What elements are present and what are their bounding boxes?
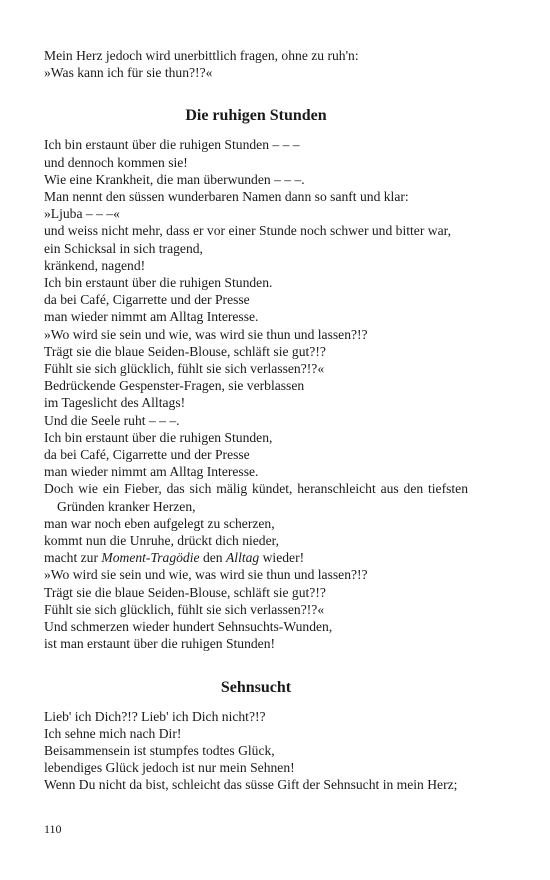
verse-line — [44, 257, 468, 274]
verse-text: den — [199, 550, 226, 566]
verse-text: im Tageslicht des Alltags! — [44, 395, 186, 411]
verse-text: kränkend, nagend! — [44, 257, 146, 273]
verse-line — [44, 240, 468, 257]
verse-line — [44, 742, 468, 759]
verse-line — [44, 154, 468, 171]
verse-text: und weiss nicht mehr, dass er vor einer Stunde noch schwer und bitter war, — [44, 223, 451, 239]
verse-text: da bei Café, Cigarrette und der Presse — [44, 292, 250, 308]
verse-line — [44, 566, 468, 583]
verse-line — [44, 308, 468, 325]
verse-text: Wenn Du nicht da bist, schleicht das süsse Gift der Sehnsucht in mein Herz; — [44, 777, 458, 793]
verse-line — [44, 463, 468, 480]
verse-text: Ich sehne mich nach Dir! — [44, 725, 182, 741]
page-body — [44, 47, 468, 794]
verse-text: »Ljuba – – –« — [44, 206, 120, 222]
verse-line — [44, 274, 468, 291]
verse-line — [44, 776, 468, 793]
verse-text: »Wo wird sie sein und wie, was wird sie thun und lassen?!? — [44, 326, 368, 342]
verse-line — [44, 188, 468, 205]
verse-text: Trägt sie die blaue Seiden-Blouse, schläft sie gut?!? — [44, 343, 326, 359]
verse-line — [44, 708, 468, 725]
verse-line — [44, 601, 468, 618]
verse-line — [44, 480, 468, 514]
verse-line — [44, 759, 468, 776]
verse-line — [44, 584, 468, 601]
verse-text: und dennoch kommen sie! — [44, 154, 188, 170]
verse-line — [44, 205, 468, 222]
emphasized-text: Moment-Tragödie — [101, 550, 200, 566]
verse-text: Trägt sie die blaue Seiden-Blouse, schläft sie gut?!? — [44, 584, 326, 600]
verse-text: Wie eine Krankheit, die man überwunden – – –. — [44, 171, 305, 187]
verse-text: ist man erstaunt über die ruhigen Stunden! — [44, 636, 276, 652]
verse-text: »Wo wird sie sein und wie, was wird sie thun und lassen?!? — [44, 567, 368, 583]
verse-text: Fühlt sie sich glücklich, fühlt sie sich verlassen?!?« — [44, 601, 325, 617]
emphasized-text: Alltag — [225, 550, 260, 566]
verse-text: da bei Café, Cigarrette und der Presse — [44, 447, 250, 463]
verse-text: lebendiges Glück jedoch ist nur mein Sehnen! — [44, 760, 295, 776]
verse-line: »Was kann ich für sie thun?!?« — [44, 65, 213, 81]
verse-text: Ich bin erstaunt über die ruhigen Stunden. — [44, 275, 273, 291]
verse-line — [44, 618, 468, 635]
verse-text: Ich bin erstaunt über die ruhigen Stunden – – – — [44, 137, 300, 153]
verse-text: Ich bin erstaunt über die ruhigen Stunden, — [44, 429, 273, 445]
verse-line — [44, 549, 468, 566]
verse-line — [44, 635, 468, 652]
verse-line — [44, 377, 468, 394]
verse-text: man wieder nimmt am Alltag Interesse. — [44, 464, 259, 480]
verse-line — [44, 343, 468, 360]
verse-line — [44, 291, 468, 308]
verse-text: man wieder nimmt am Alltag Interesse. — [44, 309, 259, 325]
verse-text: Lieb' ich Dich?!? Lieb' ich Dich nicht?!? — [44, 708, 266, 724]
verse-text: macht zur — [44, 550, 102, 566]
verse-line — [44, 412, 468, 429]
verse-line — [44, 429, 468, 446]
verse-line — [44, 446, 468, 463]
verse-text: Beisammensein ist stumpfes todtes Glück, — [44, 742, 275, 758]
page-number: 110 — [44, 822, 62, 836]
poem-ruhige-stunden — [44, 136, 468, 652]
verse-text: man war noch eben aufgelegt zu scherzen, — [44, 515, 275, 531]
poem-title: Die ruhigen Stunden — [185, 107, 327, 125]
verse-text: Und die Seele ruht – – –. — [44, 412, 180, 428]
verse-line — [44, 515, 468, 532]
verse-line: Mein Herz jedoch wird unerbittlich fragen, ohne zu ruh'n: — [44, 48, 359, 63]
verse-text: Man nennt den süssen wunderbaren Namen dann so sanft und klar: — [44, 189, 409, 205]
verse-line — [44, 222, 468, 239]
verse-text: wieder! — [259, 550, 305, 566]
verse-text: Doch wie ein Fieber, das sich mälig kündet, heranschleicht aus den tiefsten Gründen kranker Herzen, — [44, 481, 468, 514]
verse-line — [44, 326, 468, 343]
poem-title: Sehnsucht — [220, 678, 292, 696]
verse-line — [44, 171, 468, 188]
verse-line — [44, 532, 468, 549]
verse-text: Bedrückende Gespenster-Fragen, sie verblassen — [44, 378, 305, 394]
verse-text: Fühlt sie sich glücklich, fühlt sie sich verlassen?!?« — [44, 361, 325, 377]
verse-line — [44, 725, 468, 742]
intro-stanza — [44, 47, 468, 81]
verse-line — [44, 136, 468, 153]
verse-line — [44, 394, 468, 411]
verse-text: Und schmerzen wieder hundert Sehnsuchts-Wunden, — [44, 619, 333, 635]
poem-sehnsucht — [44, 708, 468, 794]
verse-text: ein Schicksal in sich tragend, — [44, 240, 203, 256]
verse-text: kommt nun die Unruhe, drückt dich nieder, — [44, 533, 280, 549]
verse-line — [44, 360, 468, 377]
